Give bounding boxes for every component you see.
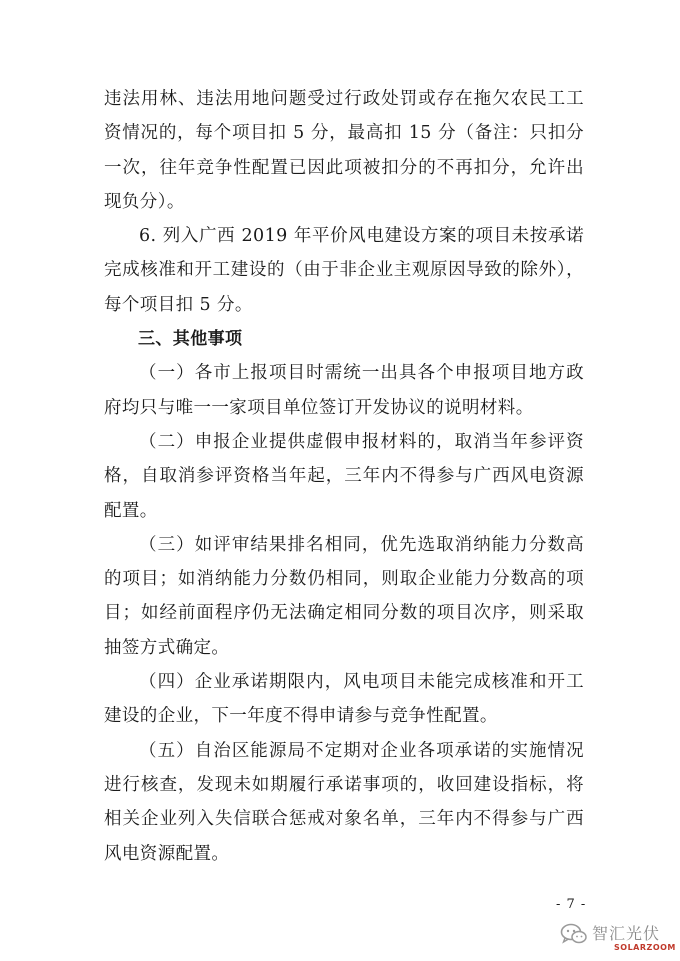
paragraph-sub-2: （二）申报企业提供虚假申报材料的，取消当年参评资格，自取消参评资格当年起，三年内不得参与广西风电资源配置。 (104, 431, 584, 521)
paragraph-sub-4: （四）企业承诺期限内，风电项目未能完成核准和开工建设的企业，下一年度不得申请参与竞争性配置。 (104, 672, 584, 727)
paragraph-sub-1: （一）各市上报项目时需统一出具各个申报项目地方政府均只与唯一一家项目单位签订开发协议的说明材料。 (104, 363, 584, 418)
document-body (104, 82, 584, 871)
watermark-subtext: SOLARZOOM (614, 943, 676, 952)
paragraph-continuation: 违法用林、违法用地问题受过行政处罚或存在拖欠农民工工资情况的，每个项目扣 5 分，最高扣 15 分（备注：只扣分一次，往年竞争性配置已因此项被扣分的不再扣分，允许出现负分）。 (104, 89, 584, 212)
watermark (556, 917, 680, 957)
section-heading-other-matters: 三、其他事项 (138, 329, 243, 350)
paragraph-sub-5: （五）自治区能源局不定期对企业各项承诺的实施情况进行核查，发现未如期履行承诺事项的，收回建设指标，将相关企业列入失信联合惩戒对象名单，三年内不得参与广西风电资源配置。 (104, 740, 584, 864)
paragraph-item-6: 6. 列入广西 2019 年平价风电建设方案的项目未按承诺完成核准和开工建设的（由于非企业主观原因导致的除外），每个项目扣 5 分。 (104, 226, 584, 315)
wechat-icon (560, 923, 588, 945)
watermark-text: 智汇光伏 (592, 924, 661, 943)
paragraph-sub-3: （三）如评审结果排名相同，优先选取消纳能力分数高的项目；如消纳能力分数仍相同，则取企业能力分数高的项目；如经前面程序仍无法确定相同分数的项目次序，则采取抽签方式确定。 (104, 534, 584, 658)
page-number: - 7 - (556, 897, 587, 912)
